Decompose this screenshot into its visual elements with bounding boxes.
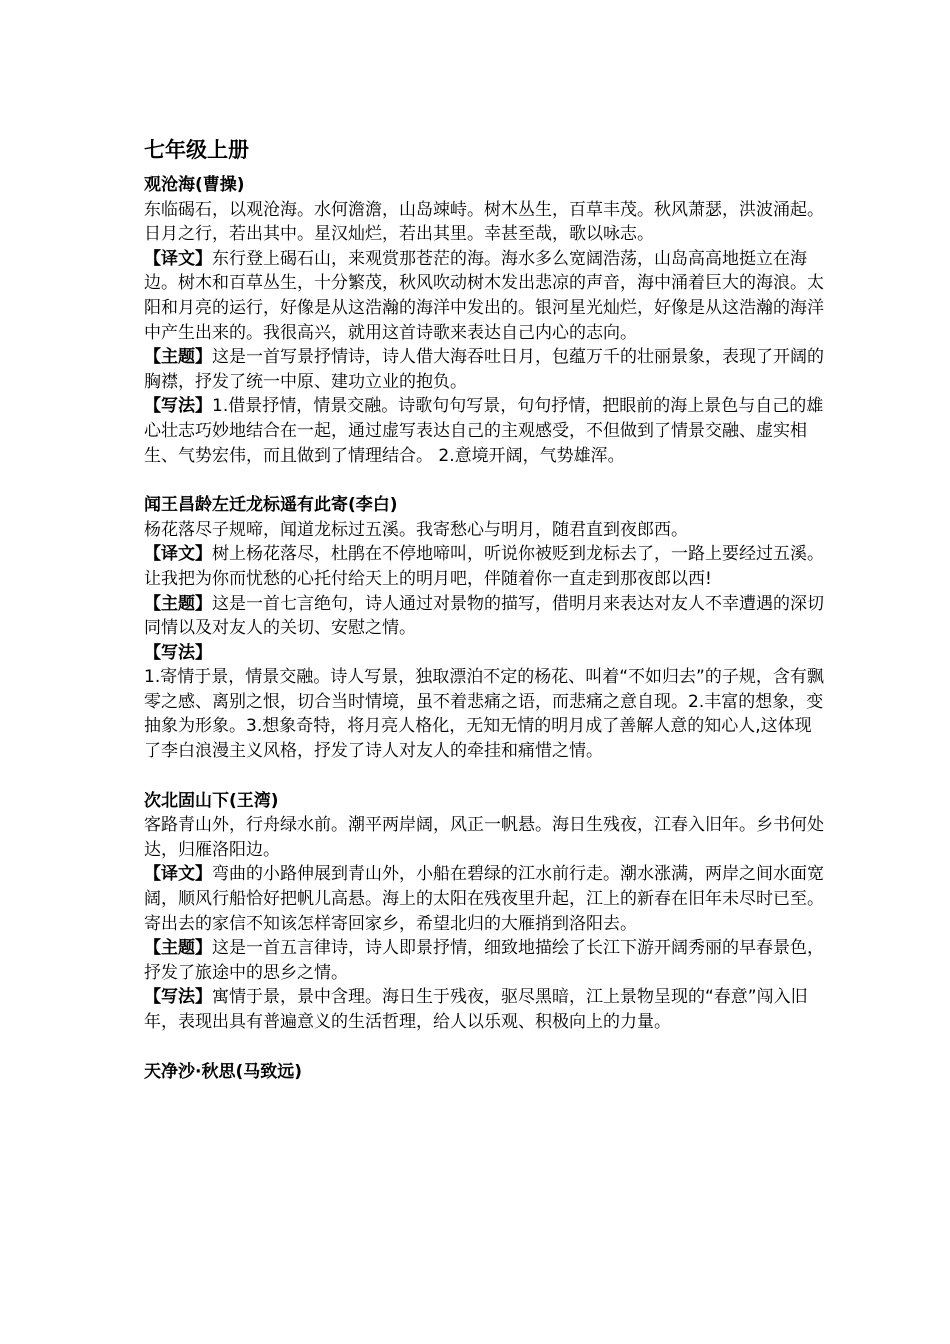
poem-section (144, 173, 824, 468)
theme-tag: 【主题】 (144, 938, 212, 959)
poem-section (144, 493, 824, 764)
theme-tag: 【主题】 (144, 593, 212, 614)
theme-text: 这是一首七言绝句，诗人通过对景物的描写，借明月来表达对友人不幸遭遇的深切同情以及对友人的关切、安慰之情。 (144, 593, 824, 639)
translation-tag: 【译文】 (144, 864, 212, 885)
translation-paragraph (144, 247, 824, 345)
theme-text: 这是一首写景抒情诗，诗人借大海吞吐日月，包蕴万千的壮丽景象，表现了开阔的胸襟，抒发了统一中原、建功立业的抱负。 (144, 347, 824, 392)
theme-paragraph (144, 345, 824, 394)
theme-text: 这是一首五言律诗，诗人即景抒情，细致地描绘了长江下游开阔秀丽的早春景色，抒发了旅途中的思乡之情。 (144, 938, 824, 983)
method-paragraph (144, 394, 824, 468)
poem-text: 东临碣石，以观沧海。水何澹澹，山岛竦峙。树木丛生，百草丰茂。秋风萧瑟，洪波涌起。日月之行，若出其中。星汉灿烂，若出其里。幸甚至哉，歌以咏志。 (144, 199, 824, 245)
translation-tag: 【译文】 (144, 544, 212, 565)
method-tag: 【写法】 (144, 642, 212, 663)
poem-text: 杨花落尽子规啼，闻道龙标过五溪。我寄愁心与明月，随君直到夜郎西。 (144, 519, 688, 540)
method-tag: 【写法】 (144, 987, 212, 1008)
poem-section (144, 789, 824, 1035)
translation-paragraph (144, 862, 824, 936)
method-tag: 【写法】 (144, 396, 212, 417)
document-page (144, 136, 824, 1084)
theme-paragraph (144, 592, 824, 641)
theme-tag: 【主题】 (144, 347, 212, 368)
translation-paragraph (144, 542, 824, 591)
method-paragraph (144, 985, 824, 1034)
poem-section (144, 1060, 824, 1085)
poem-title: 次北固山下(王湾) (144, 790, 279, 811)
method-text: 寓情于景，景中含理。海日生于残夜，驱尽黑暗，江上景物呈现的“春意”闯入旧年，表现出具有普遍意义的生活哲理，给人以乐观、积极向上的力量。 (144, 987, 808, 1032)
translation-tag: 【译文】 (144, 248, 212, 269)
poem-title: 观沧海(曹操) (144, 175, 245, 195)
method-text: 1.寄情于景，情景交融。诗人写景，独取漂泊不定的杨花、叫着“不如归去”的子规，含有飘零之感、离别之恨，切合当时情境，虽不着悲痛之语，而悲痛之意自现。2.丰富的想象，变抽象为形象。3.想象奇特，将月亮人格化，无知无情的明月成了善解人意的知心人,这体现了李白浪漫主义风格，抒发了诗人对友人的牵挂和痛惜之情。 (144, 667, 824, 762)
page-title: 七年级上册 (144, 138, 249, 162)
poem-text: 客路青山外，行舟绿水前。潮平两岸阔，风正一帆悬。海日生残夜，江春入旧年。乡书何处达，归雁洛阳边。 (144, 815, 824, 860)
poem-title: 闻王昌龄左迁龙标遥有此寄(李白) (144, 495, 398, 516)
poem-title: 天净沙·秋思(马致远) (144, 1061, 302, 1082)
translation-text: 树上杨花落尽，杜鹃在不停地啼叫，听说你被贬到龙标去了，一路上要经过五溪。让我把为你而忧愁的心托付给天上的明月吧，伴随着你一直走到那夜郎以西! (144, 544, 824, 589)
theme-paragraph (144, 936, 824, 985)
translation-text: 弯曲的小路伸展到青山外，小船在碧绿的江水前行走。潮水涨满，两岸之间水面宽阔，顺风行船恰好把帆儿高悬。海上的太阳在残夜里升起，江上的新春在旧年未尽时已至。寄出去的家信不知该怎样寄回家乡，希望北归的大雁捎到洛阳去。 (144, 864, 824, 934)
method-text: 1.借景抒情，情景交融。诗歌句句写景，句句抒情，把眼前的海上景色与自己的雄心壮志巧妙地结合在一起，通过虚写表达自己的主观感受，不但做到了情景交融、虚实相生、气势宏伟，而且做到了情理结合。 2.意境开阔，气势雄浑。 (144, 396, 824, 466)
translation-text: 东行登上碣石山，来观赏那苍茫的海。海水多么宽阔浩荡，山岛高高地挺立在海边。树木和百草丛生，十分繁茂，秋风吹动树木发出悲凉的声音，海中涌着巨大的海浪。太阳和月亮的运行，好像是从这浩瀚的海洋中发出的。银河星光灿烂，好像是从这浩瀚的海洋中产生出来的。我很高兴，就用这首诗歌来表达自己内心的志向。 (144, 248, 824, 343)
